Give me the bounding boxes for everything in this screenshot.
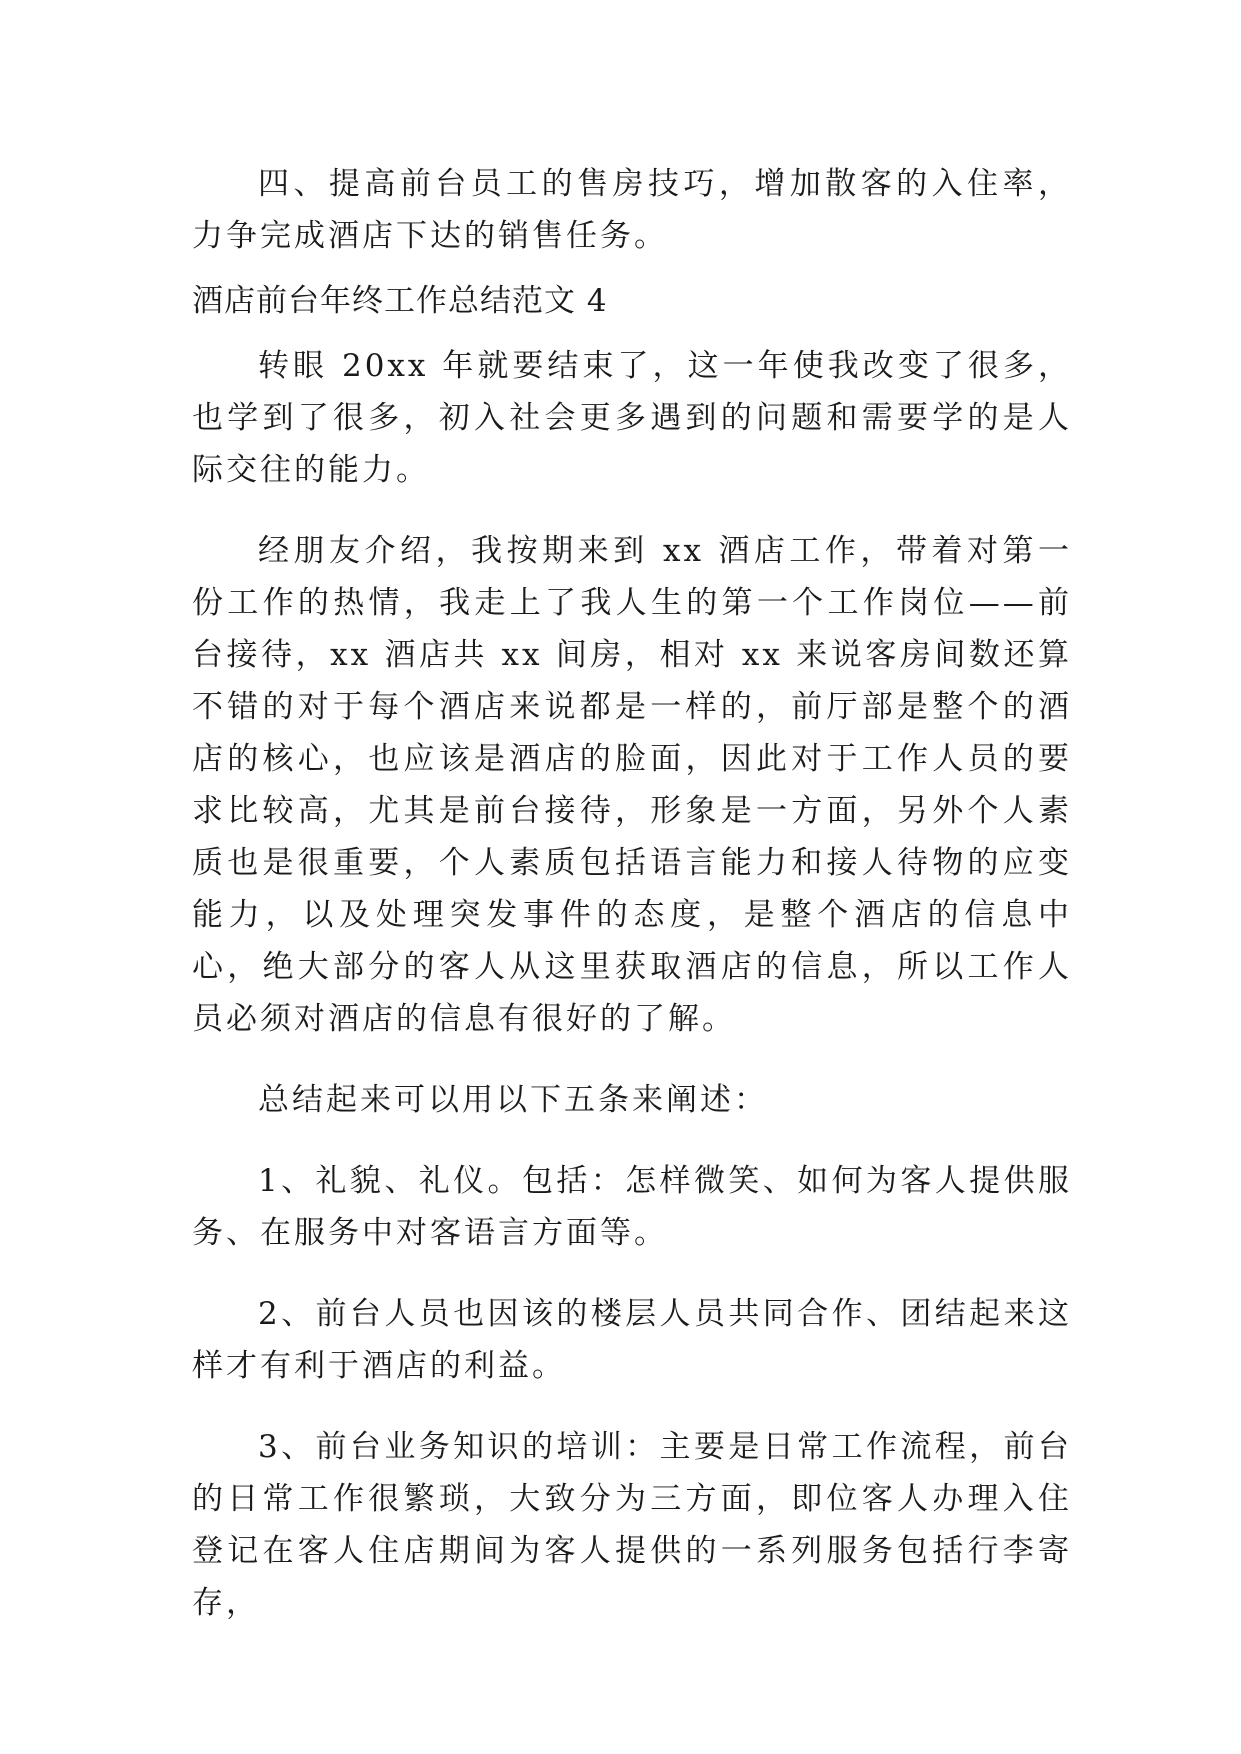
list-item-1: 1、礼貌、礼仪。包括：怎样微笑、如何为客人提供服务、在服务中对客语言方面等。 xyxy=(192,1163,1072,1251)
paragraph-front-desk-role: 经朋友介绍，我按期来到 xx 酒店工作，带着对第一份工作的热情，我走上了我人生的第一个工作岗位——前台接待，xx 酒店共 xx 间房，相对 xx 来说客房间数还算不错的对于每个酒店来说都是一样的，前厅部是整个的酒店的核心，也应该是酒店的脸面，因此对于工作人员的要求比较高，尤其是前台接待，形象是一方面，另外个人素质也是很重要，个人素质包括语言能力和接人待物的应变能力，以及处理突发事件的态度，是整个酒店的信息中心，绝大部分的客人从这里获取酒店的信息，所以工作人员必须对酒店的信息有很好的了解。 xyxy=(192,533,1072,1037)
paragraph-summary-lead: 总结起来可以用以下五条来阐述： xyxy=(258,1082,768,1118)
section-heading: 酒店前台年终工作总结范文 4 xyxy=(192,283,608,319)
list-item-3: 3、前台业务知识的培训：主要是日常工作流程，前台的日常工作很繁琐，大致分为三方面，即位客人办理入住登记在客人住店期间为客人提供的一系列服务包括行李寄存， xyxy=(192,1429,1072,1621)
list-item-2: 2、前台人员也因该的楼层人员共同合作、团结起来这样才有利于酒店的利益。 xyxy=(192,1296,1072,1384)
paragraph-intro: 转眼 20xx 年就要结束了，这一年使我改变了很多，也学到了很多，初入社会更多遇到的问题和需要学的是人际交往的能力。 xyxy=(192,348,1072,488)
paragraph-goal-four: 四、提高前台员工的售房技巧，增加散客的入住率，力争完成酒店下达的销售任务。 xyxy=(192,166,1072,254)
document-body xyxy=(192,158,1072,1658)
